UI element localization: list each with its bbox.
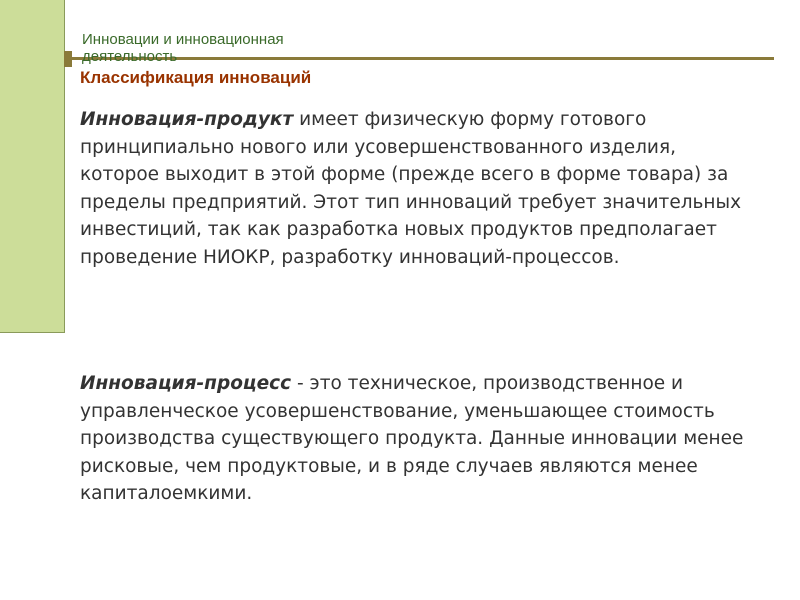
term-product-innovation: Инновация-продукт <box>80 109 294 130</box>
definition-product-innovation: имеет физическую форму готового принципиально нового или усовершенствованного изделия, которое выходит в этой форме (прежде всего в форме товара) за пределы предприятий. Этот тип инноваций требует значительных инвестиций, так как разработка новых продуктов предполагает проведение НИОКР, разработку инноваций-процессов. <box>80 109 742 268</box>
definition-process-innovation: - это техническое, производственное и управленческое усовершенствование, уменьшающее стоимость производства существующего продукта. Данные инновации менее рисковые, чем продуктовые, и в ряде случаев являются менее капиталоемкими. <box>80 373 744 505</box>
term-process-innovation: Инновация-процесс <box>80 373 292 394</box>
paragraph-product-innovation <box>80 106 748 272</box>
left-decorative-bar <box>0 0 65 333</box>
slide-title: Инновации и инновационная деятельность <box>82 31 284 65</box>
paragraph-process-innovation <box>80 370 748 508</box>
header-divider-marker <box>64 51 72 67</box>
section-title: Классификация инноваций <box>80 68 312 87</box>
